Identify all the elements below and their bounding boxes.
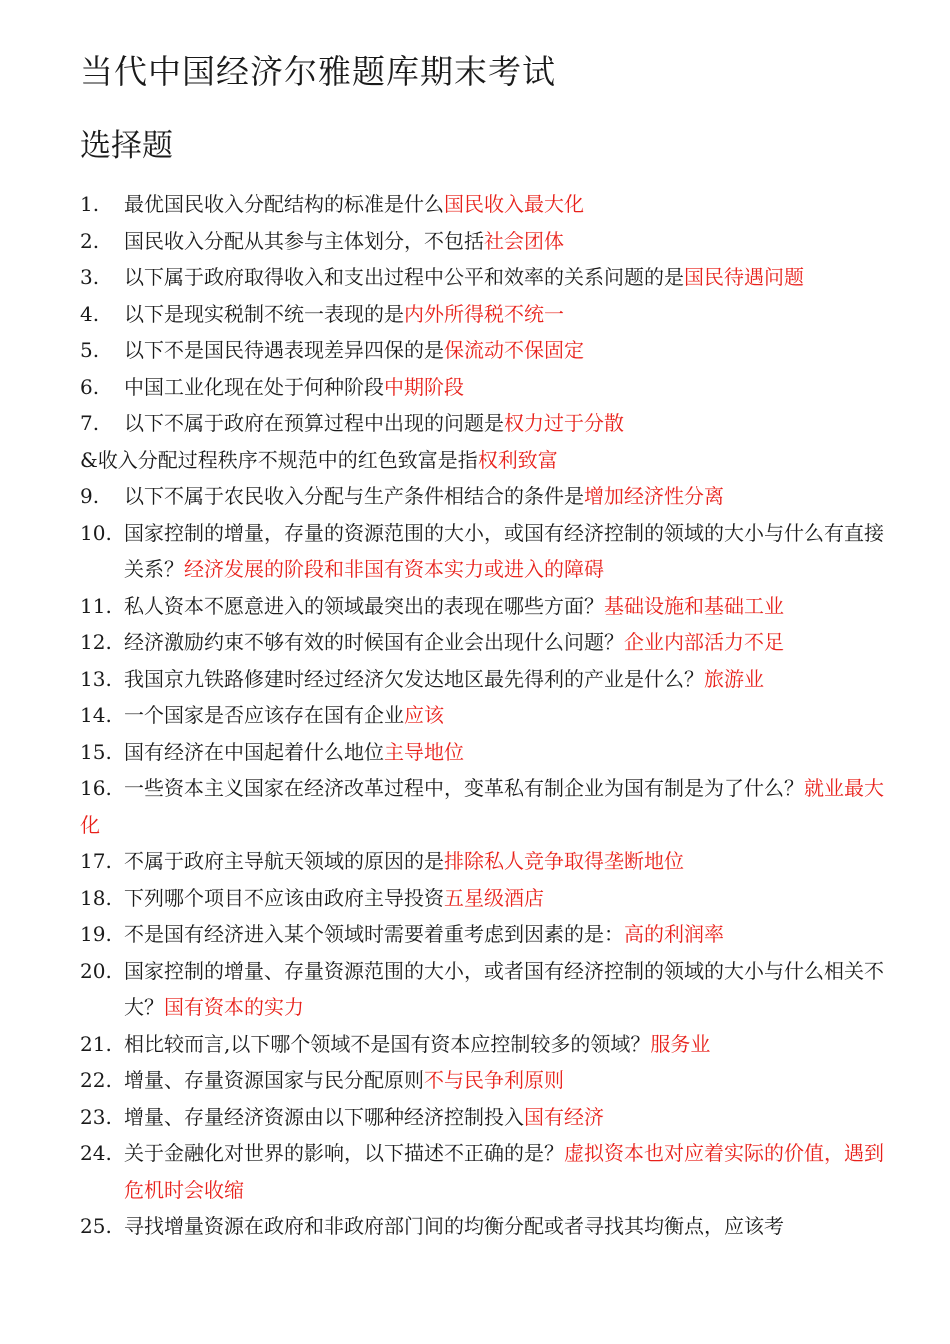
question-number: 3. bbox=[80, 265, 100, 289]
answer-text: 权利致富 bbox=[477, 447, 558, 472]
answer-text: 国有经济 bbox=[524, 1104, 604, 1129]
question-item bbox=[80, 1208, 890, 1245]
question-item bbox=[80, 332, 890, 369]
question-item bbox=[80, 186, 890, 223]
question-text: 下列哪个项目不应该由政府主导投资 bbox=[124, 885, 444, 910]
answer-text: 保流动不保固定 bbox=[444, 338, 584, 362]
answer-text: 国有资本的实力 bbox=[164, 995, 304, 1019]
question-number: 23. bbox=[80, 1104, 112, 1129]
question-text: 增量、存量资源国家与民分配原则 bbox=[124, 1068, 424, 1092]
question-item bbox=[80, 770, 890, 843]
question-number: 18. bbox=[80, 885, 112, 910]
answer-text: 排除私人竞争取得垄断地位 bbox=[444, 849, 684, 873]
document-title: 当代中国经济尔雅题库期末考试 bbox=[80, 52, 556, 91]
question-text: 寻找增量资源在政府和非政府部门间的均衡分配或者寻找其均衡点，应该考 bbox=[124, 1214, 784, 1238]
answer-text: 高的利润率 bbox=[624, 922, 724, 946]
question-item bbox=[80, 369, 890, 406]
question-text: 以下属于政府取得收入和支出过程中公平和效率的关系问题的是 bbox=[124, 265, 684, 289]
question-text: 相比较而言,以下哪个领域不是国有资本应控制较多的领域？ bbox=[124, 1031, 651, 1056]
question-text: 国家控制的增量，存量的资源范围的大小，或国有经济控制的领域的大小与什么有直接关系？ bbox=[124, 520, 884, 581]
question-text: 收入分配过程秩序不规范中的红色致富是指 bbox=[97, 447, 478, 472]
answer-text: 国民待遇问题 bbox=[684, 265, 804, 289]
question-text: 以下不是国民待遇表现差异四保的是 bbox=[124, 338, 444, 362]
question-number: 17. bbox=[80, 849, 112, 873]
answer-text: 旅游业 bbox=[704, 666, 764, 691]
question-item bbox=[80, 1099, 890, 1136]
answer-text: 基础设施和基础工业 bbox=[604, 593, 784, 618]
question-number: 13. bbox=[80, 666, 112, 691]
answer-text: 不与民争利原则 bbox=[424, 1068, 564, 1092]
question-number: 5. bbox=[80, 338, 100, 362]
question-number: 21. bbox=[80, 1031, 112, 1056]
question-item bbox=[80, 1062, 890, 1099]
question-text: 一个国家是否应该存在国有企业 bbox=[124, 703, 404, 727]
question-item bbox=[80, 405, 890, 442]
question-text: 以下不属于政府在预算过程中出现的问题是 bbox=[124, 411, 504, 435]
question-item bbox=[80, 478, 890, 515]
question-item bbox=[80, 1026, 890, 1063]
answer-text: 就业最大化 bbox=[80, 776, 884, 837]
question-number: 19. bbox=[80, 922, 112, 946]
question-text: 不属于政府主导航天领域的原因的是 bbox=[124, 849, 444, 873]
question-item bbox=[80, 442, 890, 479]
answer-text: 虚拟资本也对应着实际的价值，遇到危机时会收缩 bbox=[124, 1141, 884, 1202]
question-text: 国民收入分配从其参与主体划分，不包括 bbox=[124, 228, 484, 253]
question-item bbox=[80, 259, 890, 296]
question-item bbox=[80, 1135, 890, 1208]
question-number: 25. bbox=[80, 1214, 112, 1238]
question-text: 一些资本主义国家在经济改革过程中，变革私有制企业为国有制是为了什么？ bbox=[124, 776, 804, 800]
question-text: 以下不属于农民收入分配与生产条件相结合的条件是 bbox=[124, 484, 584, 508]
question-item bbox=[80, 734, 890, 771]
answer-text: 五星级酒店 bbox=[444, 885, 544, 910]
question-item bbox=[80, 296, 890, 333]
answer-text: 主导地位 bbox=[384, 739, 464, 764]
question-text: 国家控制的增量、存量资源范围的大小，或者国有经济控制的领域的大小与什么相关不大？ bbox=[124, 958, 884, 1019]
question-number: & bbox=[80, 447, 98, 472]
question-number: 7. bbox=[80, 411, 100, 435]
question-item bbox=[80, 697, 890, 734]
question-number: 15. bbox=[80, 739, 112, 764]
question-number: 10. bbox=[80, 520, 112, 545]
answer-text: 社会团体 bbox=[484, 228, 564, 253]
question-number: 1. bbox=[80, 192, 100, 216]
question-number: 2. bbox=[80, 228, 100, 253]
question-text: 以下是现实税制不统一表现的是 bbox=[124, 301, 404, 326]
question-item bbox=[80, 953, 890, 1026]
question-item bbox=[80, 661, 890, 698]
question-text: 最优国民收入分配结构的标准是什么 bbox=[124, 192, 444, 216]
answer-text: 应该 bbox=[404, 703, 444, 727]
answer-text: 国民收入最大化 bbox=[444, 192, 584, 216]
question-item bbox=[80, 223, 890, 260]
question-text: 国有经济在中国起着什么地位 bbox=[124, 739, 384, 764]
question-text: 增量、存量经济资源由以下哪种经济控制投入 bbox=[124, 1104, 524, 1129]
question-text: 我国京九铁路修建时经过经济欠发达地区最先得利的产业是什么？ bbox=[124, 666, 704, 691]
question-number: 6. bbox=[80, 374, 100, 399]
question-number: 16. bbox=[80, 776, 112, 800]
question-item bbox=[80, 843, 890, 880]
question-item bbox=[80, 624, 890, 661]
question-text: 关于金融化对世界的影响，以下描述不正确的是？ bbox=[124, 1141, 564, 1165]
question-item bbox=[80, 880, 890, 917]
answer-text: 权力过于分散 bbox=[504, 411, 624, 435]
answer-text: 增加经济性分离 bbox=[584, 484, 724, 508]
question-text: 中国工业化现在处于何种阶段 bbox=[124, 374, 384, 399]
question-text: 不是国有经济进入某个领域时需要着重考虑到因素的是： bbox=[124, 922, 624, 946]
answer-text: 经济发展的阶段和非国有资本实力或进入的障碍 bbox=[184, 557, 604, 581]
question-item bbox=[80, 515, 890, 588]
question-number: 22. bbox=[80, 1068, 112, 1092]
section-heading: 选择题 bbox=[80, 128, 173, 164]
question-text: 经济激励约束不够有效的时候国有企业会出现什么问题？ bbox=[124, 630, 624, 654]
question-item bbox=[80, 588, 890, 625]
answer-text: 中期阶段 bbox=[384, 374, 464, 399]
question-number: 14. bbox=[80, 703, 112, 727]
question-text: 私人资本不愿意进入的领域最突出的表现在哪些方面？ bbox=[124, 593, 604, 618]
answer-text: 服务业 bbox=[650, 1031, 711, 1056]
question-list bbox=[80, 186, 890, 1245]
question-number: 24. bbox=[80, 1141, 112, 1165]
question-number: 11. bbox=[80, 593, 112, 618]
question-number: 9. bbox=[80, 484, 100, 508]
question-item bbox=[80, 916, 890, 953]
question-number: 20. bbox=[80, 958, 112, 983]
answer-text: 企业内部活力不足 bbox=[624, 630, 784, 654]
answer-text: 内外所得税不统一 bbox=[404, 301, 564, 326]
question-number: 12. bbox=[80, 630, 112, 654]
question-number: 4. bbox=[80, 301, 100, 326]
